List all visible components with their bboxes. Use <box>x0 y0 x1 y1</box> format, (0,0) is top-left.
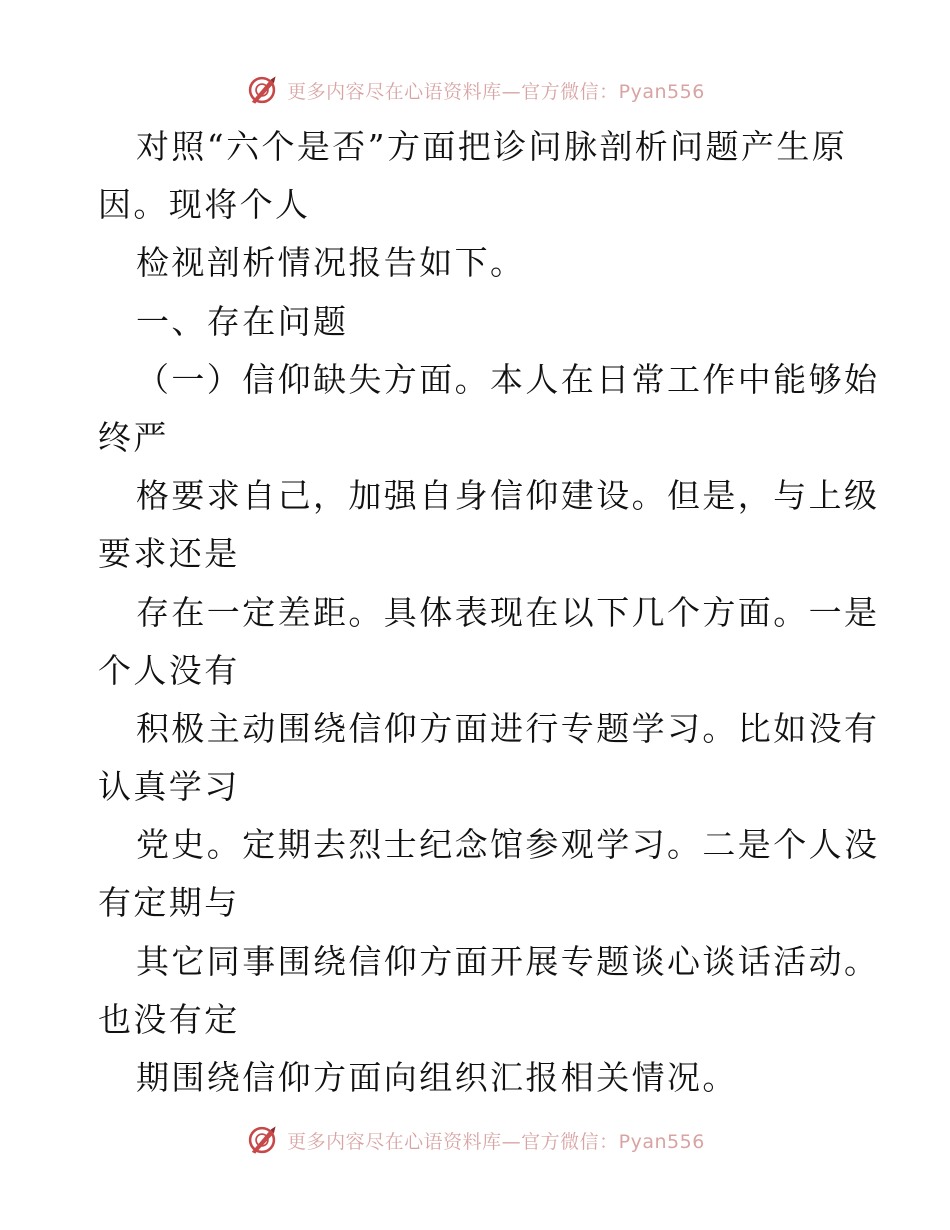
pen-circle-icon <box>245 73 279 107</box>
paragraph-line: 存在一定差距。具体表现在以下几个方面。一是 <box>136 592 880 632</box>
paragraph-line: 因。现将个人 <box>98 185 311 225</box>
pen-circle-icon <box>245 1123 279 1157</box>
paragraph-line: 个人没有 <box>98 650 240 690</box>
section-heading: 一、存在问题 <box>136 301 349 341</box>
watermark-text: 更多内容尽在心语资料库—官方微信：Pyan556 <box>287 1130 705 1153</box>
paragraph-line: 也没有定 <box>98 999 240 1039</box>
watermark-text: 更多内容尽在心语资料库—官方微信：Pyan556 <box>287 80 705 103</box>
paragraph-line: 终严 <box>98 417 169 457</box>
paragraph-line: 党史。定期去烈士纪念馆参观学习。二是个人没 <box>136 825 880 865</box>
paragraph-line: 有定期与 <box>98 883 240 923</box>
header-watermark <box>0 70 950 110</box>
document-body <box>98 118 880 1107</box>
paragraph-line: 要求还是 <box>98 534 240 574</box>
paragraph-line: 其它同事围绕信仰方面开展专题谈心谈话活动。 <box>136 941 880 981</box>
paragraph-line: 积极主动围绕信仰方面进行专题学习。比如没有 <box>136 708 880 748</box>
paragraph-line: 检视剖析情况报告如下。 <box>136 243 526 283</box>
paragraph-line: 对照“六个是否”方面把诊问脉剖析问题产生原 <box>136 127 848 166</box>
footer-watermark <box>0 1120 950 1160</box>
paragraph-line: 认真学习 <box>98 767 240 807</box>
paragraph-line: （一）信仰缺失方面。本人在日常工作中能够始 <box>136 359 880 399</box>
paragraph-line: 期围绕信仰方面向组织汇报相关情况。 <box>136 1058 738 1097</box>
paragraph-line: 格要求自己，加强自身信仰建设。但是，与上级 <box>136 476 880 516</box>
